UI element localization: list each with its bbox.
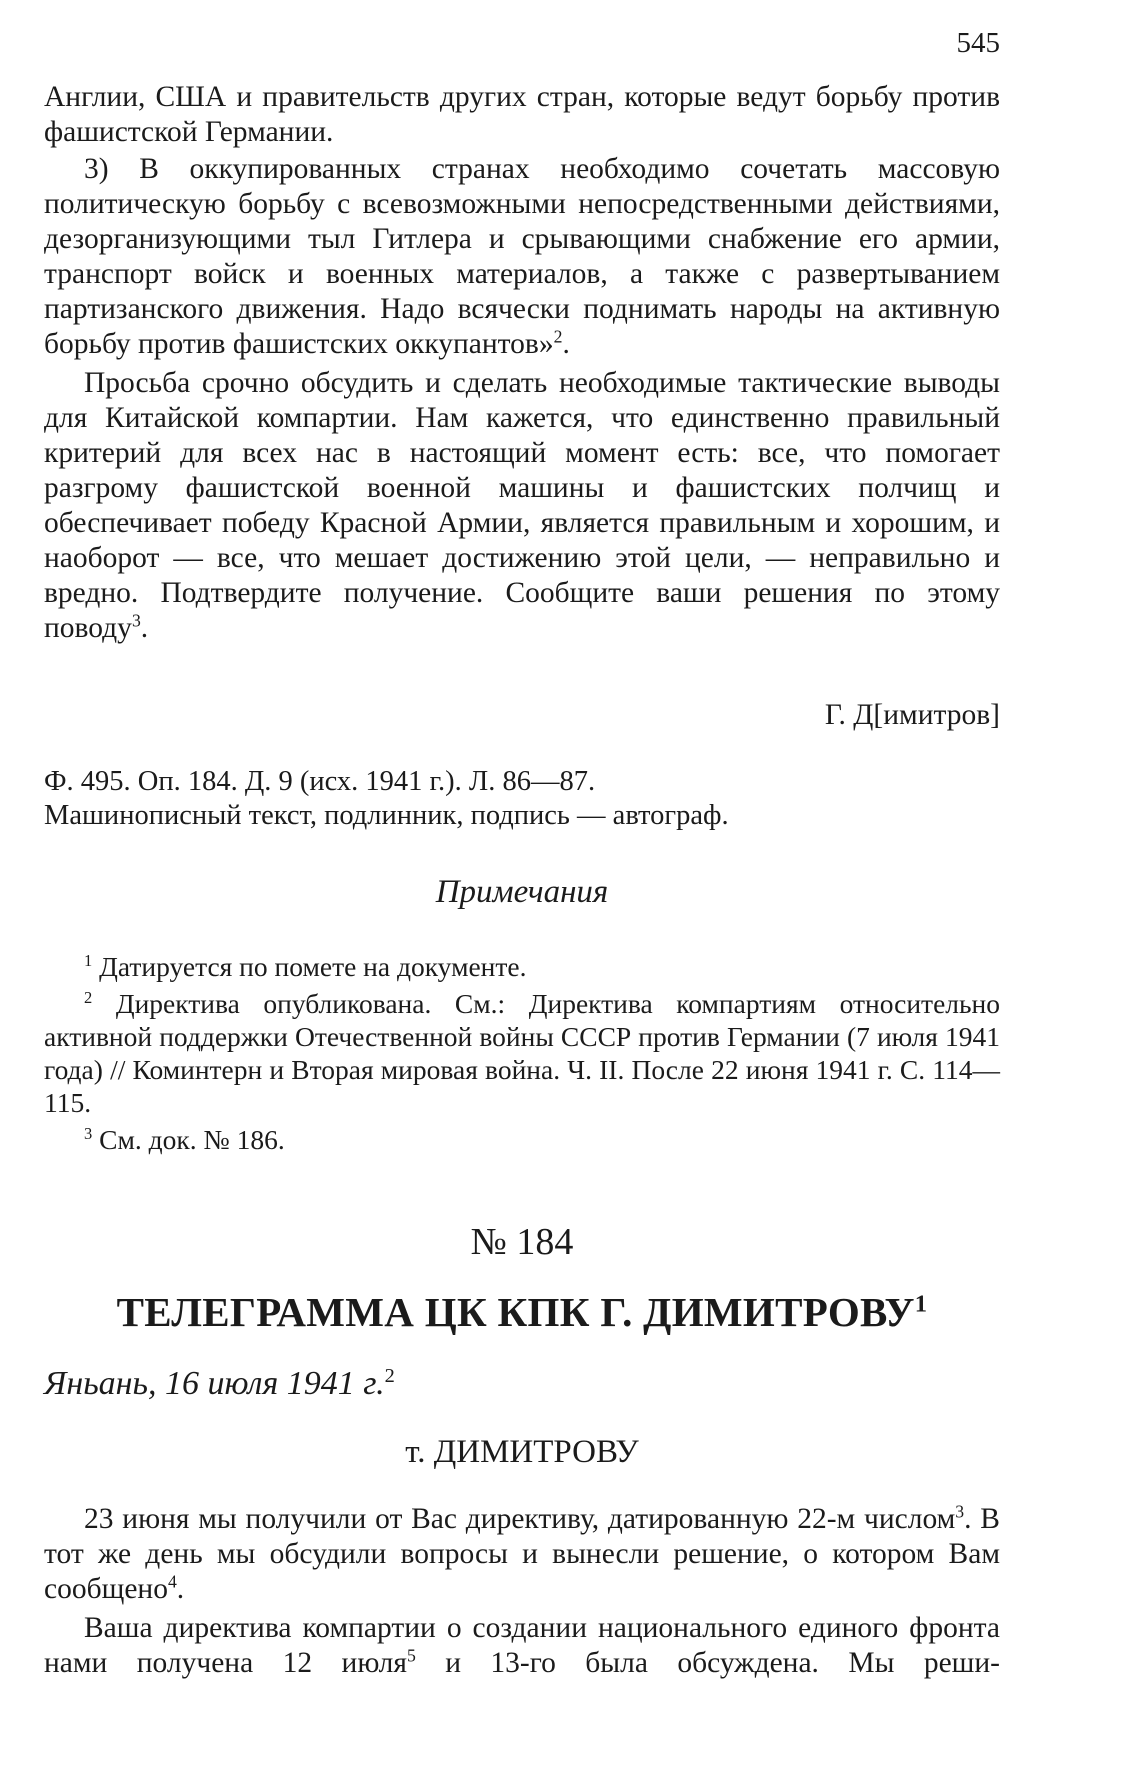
signature: Г. Д[имитров] (824, 699, 1000, 731)
footnote-ref[interactable]: 1 (914, 1290, 928, 1318)
continuation-text (44, 80, 1000, 646)
paragraph: 23 июня мы получили от Вас директиву, датированную 22-м числом$^3$. В тот же день мы обсудили вопросы и вынесли решение, о котором Вам сообщено$^4$. (44, 1501, 1000, 1605)
paragraph: 3) В оккупированных странах необходимо сочетать массовую политическую борьбу с всевозможными непосредственными действиями, дезорганизующими тыл Гитлера и срывающими снабжение его армии, транспорт войск и военных материалов, а также с развертыванием партизанского движения. Надо всячески поднимать народы на активную борьбу против фашистских оккупантов»$^2$. (44, 153, 1000, 360)
notes-list (44, 950, 1000, 1160)
archive-line: Машинописный текст, подлинник, подпись — автограф. (44, 800, 729, 831)
archive-line: Ф. 495. Оп. 184. Д. 9 (исх. 1941 г.). Л. 86—87. (44, 766, 596, 797)
footnote-ref[interactable]: 2 (553, 326, 563, 347)
document-number: № 184 (470, 1221, 574, 1263)
document-title: ТЕЛЕГРАММА ЦК КПК Г. ДИМИТРОВУ$^1$ (116, 1289, 928, 1335)
note-item: $^3$ См. док. № 186. (84, 1124, 285, 1155)
footnote-ref[interactable]: 2 (384, 1364, 395, 1387)
footnote-ref[interactable]: 3 (955, 1501, 965, 1522)
archive-reference (44, 765, 1000, 833)
note-item: $^1$ Датируется по помете на документе. (84, 951, 527, 982)
footnote-ref[interactable]: 5 (406, 1645, 416, 1666)
footnote-ref[interactable]: 4 (167, 1571, 177, 1592)
document-body (44, 1502, 1000, 1681)
page-number: 545 (956, 27, 1000, 59)
document-place-date: Яньань, 16 июля 1941 г.$^2$ (44, 1364, 395, 1402)
document-addressee: т. ДИМИТРОВУ (405, 1434, 639, 1470)
notes-heading: Примечания (435, 874, 609, 910)
note-item: $^2$ Директива опубликована. См.: Директива компартиям относительно активной поддержки Отечественной войны СССР против Германии (7 июля 1941 года) // Коминтерн и Вторая мировая война. Ч. II. После 22 июня 1941 г. С. 114—115. (44, 988, 1001, 1118)
paragraph: Просьба срочно обсудить и сделать необходимые тактические выводы для Китайской компартии. Нам кажется, что единственно правильный критерий для всех нас в настоящий момент есть: все, что помогает разгрому фашистской военной машины и фашистских полчищ и обеспечивает победу Красной Армии, является правильным и хорошим, и наоборот — все, что мешает достижению этой цели, — неправильно и вредно. Подтвердите получение. Сообщите ваши решения по этому поводу$^3$. (44, 367, 1000, 644)
paragraph: Ваша директива компартии о создании национального единого фронта нами получена 12 июля$^5$ и 13-го была обсуждена. Мы реши- (44, 1612, 1000, 1679)
paragraph: Англии, США и правительств других стран, которые ведут борьбу против фашистской Германии. (44, 81, 1000, 148)
footnote-ref[interactable]: 3 (131, 610, 141, 631)
